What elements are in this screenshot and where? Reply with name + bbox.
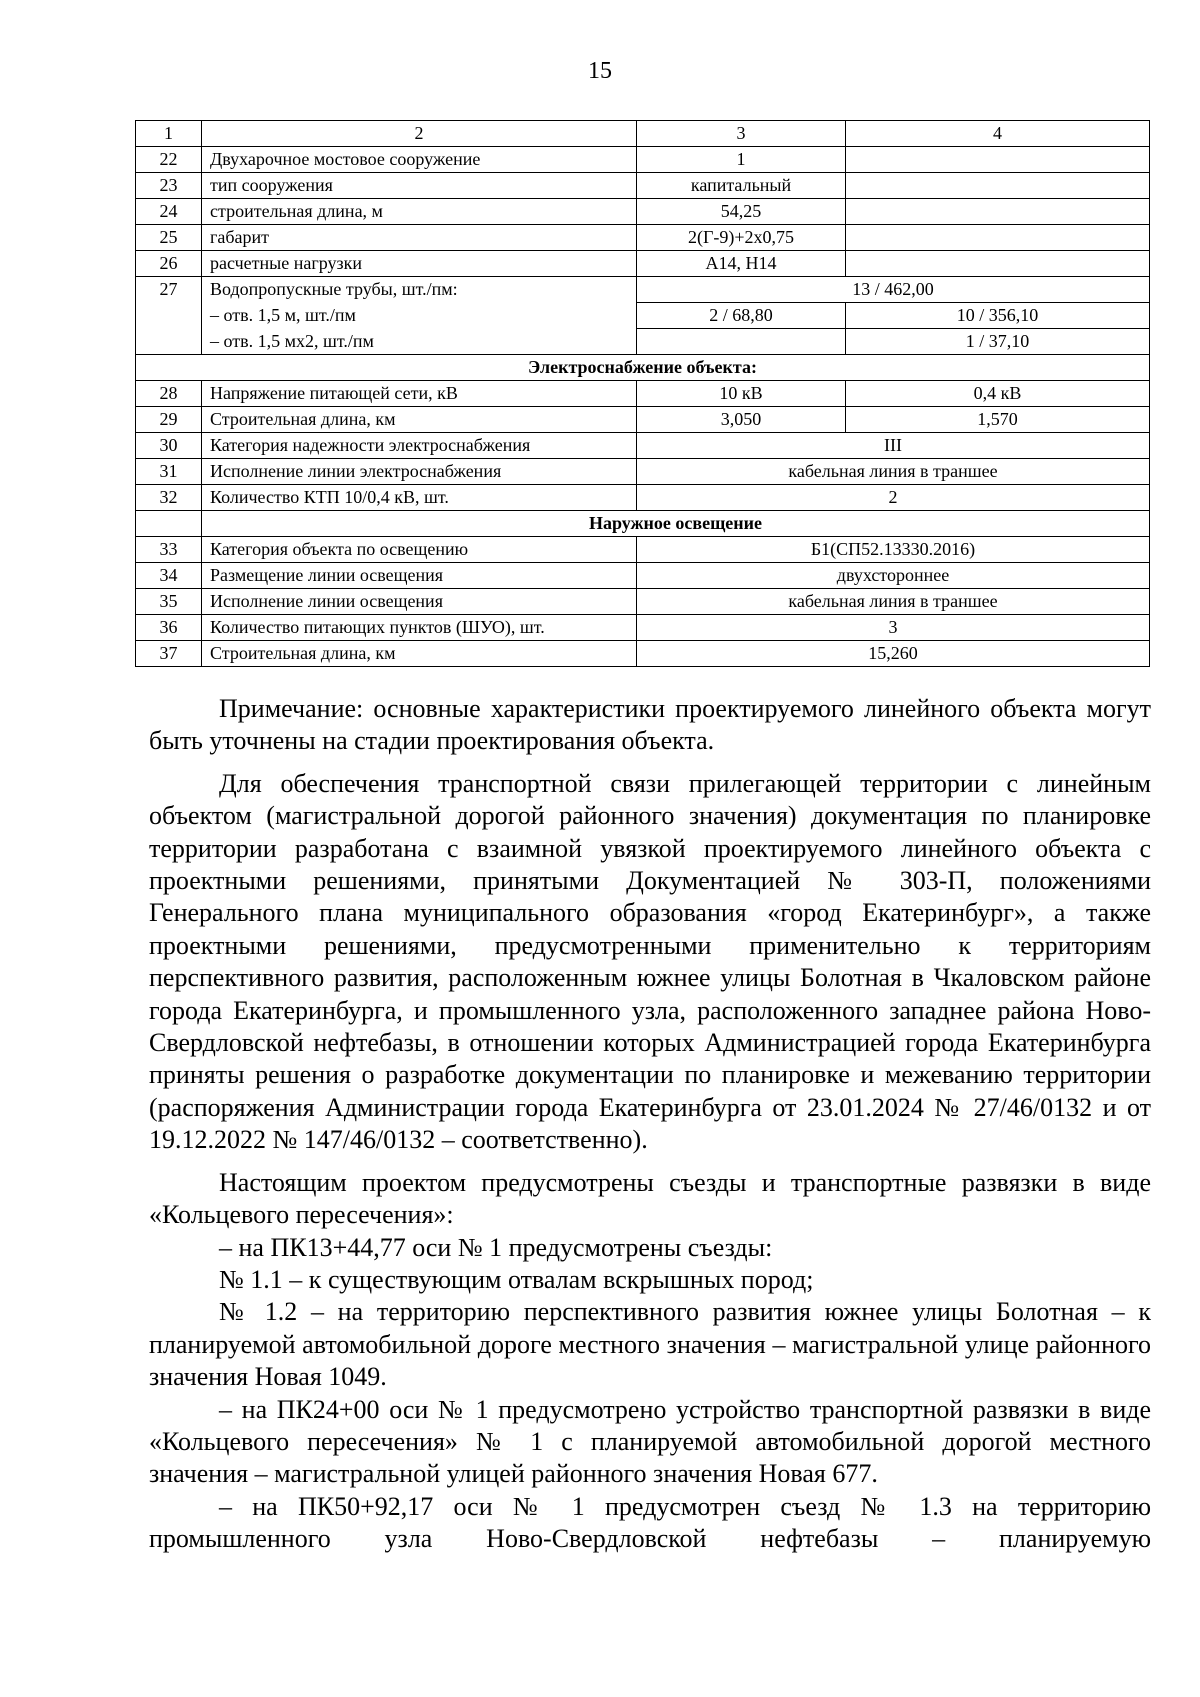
row-number-cell: 34 (136, 563, 202, 589)
paragraph: № 1.1 – к существующим отвалам вскрышных пород; (219, 1264, 814, 1294)
paragraph: Для обеспечения транспортной связи прилегающей территории с линейным объектом (магистральной дорогой районного значения) документация по планировке территории разработана с взаимной увязкой проектируемого линейного объекта с проектными решениями, принятыми Документацией № 303-П, положениями Генерального плана муниципального образования «город Екатеринбург», а также проектными решениями, предусмотренными применительно к территориям перспективного развития, расположенным южнее улицы Болотная в Чкаловском районе города Екатеринбурга, и промышленного узла, расположенного западнее района Ново-Свердловской нефтебазы, в отношении которых Администрацией города Екатеринбурга приняты решения о разработке документации по планировке и межеванию территории (распоряжения Администрации города Екатеринбурга от 23.01.2024 № 27/46/0132 и от 19.12.2022 № 147/46/0132 – соответственно). (149, 768, 1151, 1155)
table-row (136, 563, 1150, 589)
row-value-cell: 1 (637, 147, 846, 173)
row-number-cell: 23 (136, 173, 202, 199)
table-row (136, 459, 1150, 485)
row-name-cell: Категория надежности электроснабжения (202, 433, 637, 459)
row-value-cell: 54,25 (637, 199, 846, 225)
row-name-cell: – отв. 1,5 м, шт./пм (202, 303, 637, 329)
header-cell-2: 2 (202, 121, 637, 147)
row-value-cell: 10 кВ (637, 381, 846, 407)
table-row (136, 381, 1150, 407)
body-text (149, 693, 1151, 1556)
row-number-cell: 35 (136, 589, 202, 615)
paragraph: – на ПК13+44,77 оси № 1 предусмотрены съезды: (219, 1232, 773, 1262)
row-name-cell: Строительная длина, км (202, 641, 637, 667)
row-name-cell: – отв. 1,5 мх2, шт./пм (202, 329, 637, 355)
table-row (136, 147, 1150, 173)
page-number: 15 (588, 58, 612, 84)
row-number-cell: 29 (136, 407, 202, 433)
section-heading: Наружное освещение (202, 511, 1150, 537)
row-value-cell: III (637, 433, 1150, 459)
row-value-cell: 2 (637, 485, 1150, 511)
header-cell-3: 3 (637, 121, 846, 147)
table-row (136, 485, 1150, 511)
row-name-cell: Напряжение питающей сети, кВ (202, 381, 637, 407)
row-value-cell (846, 251, 1150, 277)
row-number-cell: 25 (136, 225, 202, 251)
paragraph: № 1.2 – на территорию перспективного развития южнее улицы Болотная – к планируемой автомобильной дороге местного значения – магистральной улице районного значения Новая 1049. (149, 1297, 1151, 1392)
row-value-cell: 1,570 (846, 407, 1150, 433)
row-value-cell: 2(Г-9)+2х0,75 (637, 225, 846, 251)
row-number-cell: 36 (136, 615, 202, 641)
row-name-cell: Категория объекта по освещению (202, 537, 637, 563)
row-value-cell: 0,4 кВ (846, 381, 1150, 407)
header-cell-4: 4 (846, 121, 1150, 147)
table-row (136, 303, 1150, 329)
row-name-cell: Двухарочное мостовое сооружение (202, 147, 637, 173)
row-value-cell: 10 / 356,10 (846, 303, 1150, 329)
table-row (136, 173, 1150, 199)
row-number-cell: 26 (136, 251, 202, 277)
characteristics-table (135, 120, 1150, 667)
row-name-cell: Водопропускные трубы, шт./пм: (202, 277, 637, 303)
table-row (136, 537, 1150, 563)
row-number-cell: 30 (136, 433, 202, 459)
row-name-cell: Исполнение линии освещения (202, 589, 637, 615)
row-number-cell: 37 (136, 641, 202, 667)
table-row (136, 407, 1150, 433)
row-name-cell: Размещение линии освещения (202, 563, 637, 589)
table-section-row (136, 355, 1150, 381)
row-value-cell: 2 / 68,80 (637, 303, 846, 329)
row-number-cell: 33 (136, 537, 202, 563)
row-value-cell: капитальный (637, 173, 846, 199)
row-name-cell: расчетные нагрузки (202, 251, 637, 277)
row-value-cell: 1 / 37,10 (846, 329, 1150, 355)
row-value-cell (846, 173, 1150, 199)
row-name-cell: габарит (202, 225, 637, 251)
row-value-cell (846, 147, 1150, 173)
table-row (136, 589, 1150, 615)
row-value-cell: А14, Н14 (637, 251, 846, 277)
row-value-cell: 15,260 (637, 641, 1150, 667)
row-value-cell: кабельная линия в траншее (637, 589, 1150, 615)
row-value-cell (637, 329, 846, 355)
table-row (136, 277, 1150, 303)
row-name-cell: Строительная длина, км (202, 407, 637, 433)
row-number-cell: 27 (136, 277, 202, 355)
row-value-cell: кабельная линия в траншее (637, 459, 1150, 485)
table-row (136, 615, 1150, 641)
section-number-cell (136, 511, 202, 537)
table-row (136, 641, 1150, 667)
paragraph: – на ПК24+00 оси № 1 предусмотрено устройство транспортной развязки в виде «Кольцевого пересечения» № 1 с планируемой автомобильной дорогой местного значения – магистральной улицей районного значения Новая 677. (149, 1394, 1151, 1489)
row-total-cell: 13 / 462,00 (637, 277, 1150, 303)
row-value-cell: Б1(СП52.13330.2016) (637, 537, 1150, 563)
row-value-cell: 3 (637, 615, 1150, 641)
table-section-row (136, 511, 1150, 537)
paragraph: Примечание: основные характеристики проектируемого линейного объекта могут быть уточнены на стадии проектирования объекта. (149, 694, 1151, 756)
row-value-cell (846, 225, 1150, 251)
table-header-row (136, 121, 1150, 147)
row-number-cell: 22 (136, 147, 202, 173)
row-number-cell: 31 (136, 459, 202, 485)
row-value-cell: двухстороннее (637, 563, 1150, 589)
table-row (136, 433, 1150, 459)
table-row (136, 225, 1150, 251)
row-name-cell: тип сооружения (202, 173, 637, 199)
row-name-cell: строительная длина, м (202, 199, 637, 225)
row-name-cell: Количество КТП 10/0,4 кВ, шт. (202, 485, 637, 511)
row-number-cell: 28 (136, 381, 202, 407)
row-name-cell: Количество питающих пунктов (ШУО), шт. (202, 615, 637, 641)
table-row (136, 199, 1150, 225)
table-row (136, 251, 1150, 277)
paragraph: Настоящим проектом предусмотрены съезды и транспортные развязки в виде «Кольцевого пересечения»: (149, 1167, 1151, 1230)
row-value-cell: 3,050 (637, 407, 846, 433)
row-name-cell: Исполнение линии электроснабжения (202, 459, 637, 485)
header-cell-1: 1 (136, 121, 202, 147)
row-value-cell (846, 199, 1150, 225)
section-heading: Электроснабжение объекта: (136, 355, 1150, 381)
row-number-cell: 32 (136, 485, 202, 511)
paragraph: – на ПК50+92,17 оси № 1 предусмотрен съезд № 1.3 на территорию промышленного узла Ново-Свердловской нефтебазы – планируемую (149, 1491, 1151, 1554)
table-row (136, 329, 1150, 355)
row-number-cell: 24 (136, 199, 202, 225)
